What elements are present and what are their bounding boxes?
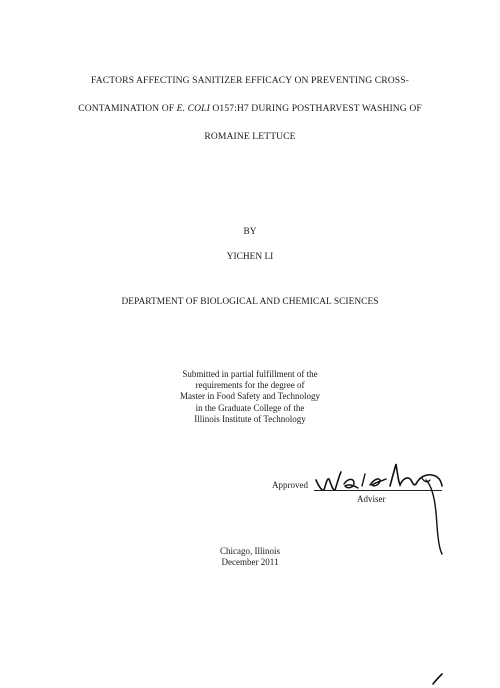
submission-line: Illinois Institute of Technology: [194, 413, 306, 424]
title-line-2-prefix: CONTAMINATION OF: [78, 103, 177, 114]
submission-date: December 2011: [221, 557, 279, 568]
department-name: DEPARTMENT OF BIOLOGICAL AND CHEMICAL SCIENCES: [121, 297, 379, 307]
adviser-label: Adviser: [357, 494, 386, 504]
title-line-3: ROMAINE LETTUCE: [204, 131, 296, 142]
corner-pen-mark: [430, 672, 446, 686]
submission-line: Submitted in partial fulfillment of the: [182, 369, 318, 379]
location-block: [0, 546, 500, 568]
location-city: Chicago, Illinois: [220, 546, 280, 556]
submission-line: Master in Food Safety and Technology: [180, 391, 320, 402]
approved-label: Approved: [272, 480, 308, 490]
author-name: YICHEN LI: [226, 252, 274, 262]
by-label: BY: [243, 227, 257, 237]
title-line-2-suffix: O157:H7 DURING POSTHARVEST WASHING OF: [209, 103, 422, 114]
submission-line: in the Graduate College of the: [195, 402, 305, 413]
title-organism-italic: E. COLI: [176, 103, 210, 114]
title-line-1: FACTORS AFFECTING SANITIZER EFFICACY ON PREVENTING CROSS-: [91, 75, 409, 86]
submission-statement: [0, 369, 500, 425]
title-line-2: [0, 103, 500, 114]
submission-line: requirements for the degree of: [195, 380, 305, 391]
